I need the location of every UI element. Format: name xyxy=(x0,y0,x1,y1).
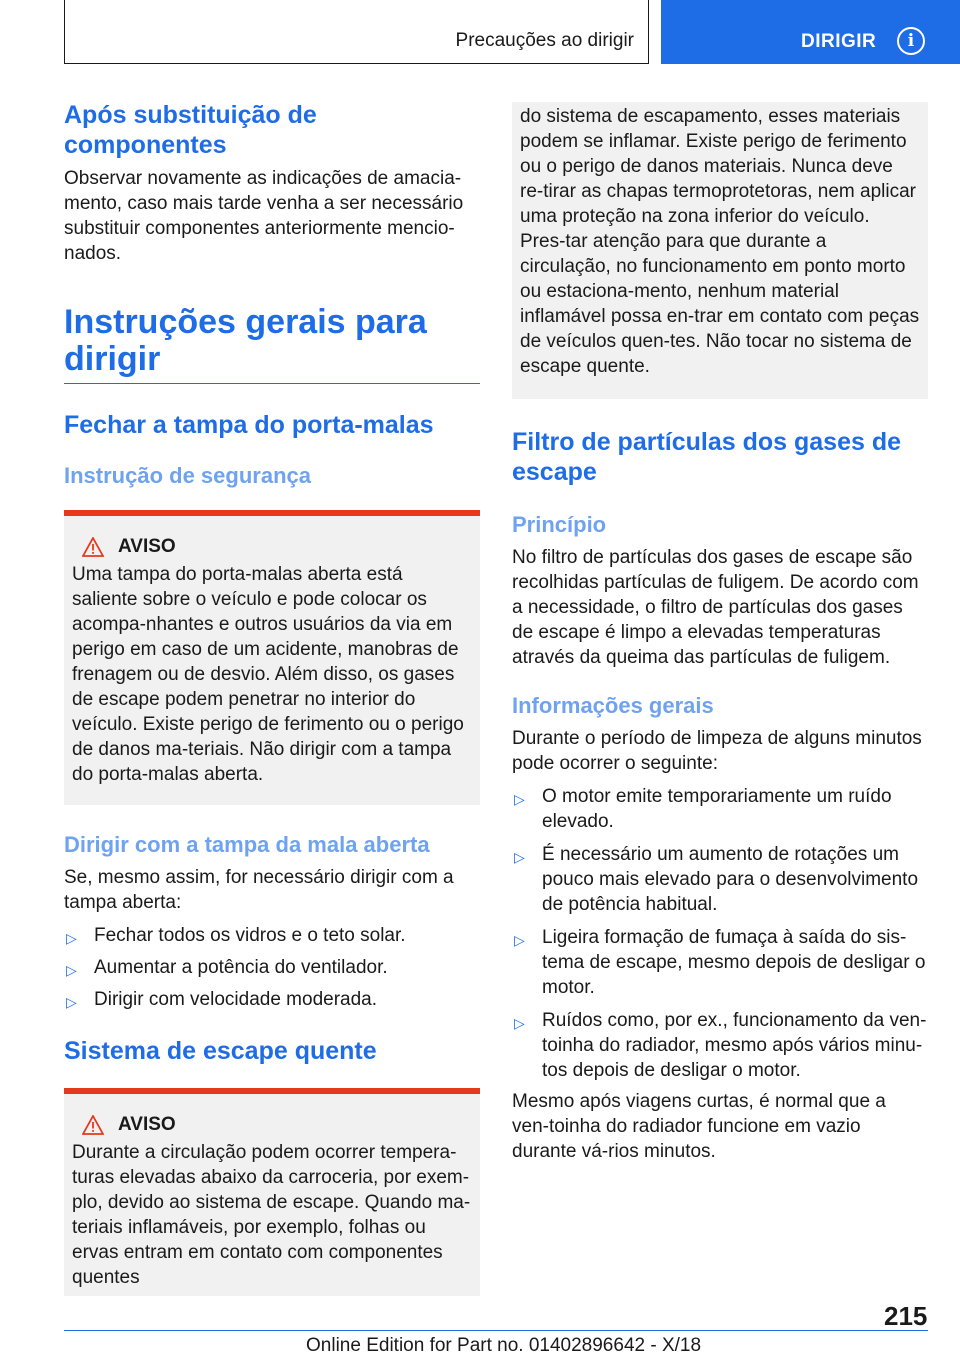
footer-divider xyxy=(64,1330,928,1331)
warning-triangle-icon xyxy=(82,1115,104,1135)
hot-exhaust-title: Sistema de escape quente xyxy=(64,1037,377,1065)
list-item: ▷ Fechar todos os vidros e o teto solar. xyxy=(64,923,480,948)
principle-title: Princípio xyxy=(512,512,607,537)
general-info-intro: Durante o período de limpeza de alguns minutos pode ocorrer o seguinte: xyxy=(512,728,922,774)
list-item: ▷ Aumentar a potência do ventilador. xyxy=(64,955,480,980)
warning-header xyxy=(82,536,472,558)
list-item: ▷ É necessário um aumento de rotações um pouco mais elevado para o desenvolvimento de potência habitual. xyxy=(514,844,919,915)
trunk-title: Fechar a tampa do porta-malas xyxy=(64,411,434,439)
general-driving-title: Instruções gerais para dirigir xyxy=(64,303,427,378)
footer-edition: Online Edition for Part no. 01402896642 - X/18 xyxy=(306,1335,702,1356)
list-item: ▷ Ligeira formação de fumaça à saída do sis-tema de escape, mesmo depois de desligar o motor. xyxy=(514,927,926,998)
triangle-bullet-icon: ▷ xyxy=(514,932,525,948)
triangle-bullet-icon: ▷ xyxy=(514,791,525,807)
warning-label: AVISO xyxy=(118,536,176,557)
general-info-list xyxy=(512,784,928,1083)
list-item: ▷ Dirigir com velocidade moderada. xyxy=(64,987,480,1012)
header-section-box xyxy=(64,0,649,64)
warning-triangle-icon xyxy=(82,537,104,557)
exhaust-warning-box xyxy=(64,1088,480,1296)
triangle-bullet-icon: ▷ xyxy=(514,1015,525,1031)
after-replacement-text: Observar novamente as indicações de amacia-mento, caso mais tarde venha a ser necessário substituir componentes anteriormente mencio-nados. xyxy=(64,168,464,264)
triangle-bullet-icon: ▷ xyxy=(66,962,77,978)
general-info-title: Informações gerais xyxy=(512,693,714,718)
header-chapter-tab[interactable] xyxy=(661,0,960,64)
general-info-outro: Mesmo após viagens curtas, é normal que a ven-toinha do radiador funcione em vazio durante vá-rios minutos. xyxy=(512,1091,886,1162)
page-number: 215 xyxy=(884,1301,928,1331)
triangle-bullet-icon: ▷ xyxy=(66,930,77,946)
after-replacement-title: Após substituição de componentes xyxy=(64,101,317,159)
general-title-block xyxy=(64,304,480,384)
triangle-bullet-icon: ▷ xyxy=(514,849,525,865)
header-section-title: Precauções ao dirigir xyxy=(455,30,634,51)
left-column xyxy=(64,100,480,1296)
warning-header xyxy=(82,1114,472,1136)
open-trunk-intro: Se, mesmo assim, for necessário dirigir com a tampa aberta: xyxy=(64,867,454,913)
list-item: ▷ O motor emite temporariamente um ruído elevado. xyxy=(514,786,892,832)
exhaust-warning-cont-text: do sistema de escapamento, esses materiais podem se inflamar. Existe perigo de ferimento ou o perigo de danos materiais. Nunca deve re-tirar as chapas termoprotetoras, nem aplicar uma proteção na zona inferior do veículo. Pres-tar atenção para que durante a circulação, no funcionamento em ponto morto ou estaciona-mento, nenhum material inflamável possa en-trar em contato com peças de veículos quen-tes. Não tocar no sistema de escape quente. xyxy=(520,106,920,377)
info-icon[interactable]: i xyxy=(897,27,925,55)
triangle-bullet-icon: ▷ xyxy=(66,994,77,1010)
list-item: ▷ Ruídos como, por ex., funcionamento da ven-toinha do radiador, mesmo após vários minu-tos depois de desligar o motor. xyxy=(514,1010,927,1081)
trunk-warning-box xyxy=(64,510,480,805)
open-trunk-list xyxy=(64,923,480,1012)
trunk-warning-text: Uma tampa do porta-malas aberta está saliente sobre o veículo e pode colocar os acompa-nhantes e outros usuários da via em perigo em caso de um acidente, manobras de frenagem ou de desvio. Além disso, os gases de escape podem penetrar no interior do veículo. Existe perigo de ferimento ou o perigo de danos ma-teriais. Não dirigir com a tampa do porta-malas aberta. xyxy=(72,564,464,785)
exhaust-warning-text: Durante a circulação podem ocorrer tempera-turas elevadas abaixo da carroceria, por exem-plo, devido ao sistema de escape. Quando ma-teriais inflamáveis, por exemplo, folhas ou ervas entram em contato com componentes quentes xyxy=(72,1142,471,1288)
exhaust-warning-continued xyxy=(512,102,928,399)
safety-instruction-title: Instrução de segurança xyxy=(64,463,311,488)
header-chapter-label: DIRIGIR xyxy=(801,31,877,52)
principle-text: No filtro de partículas dos gases de escape são recolhidas partículas de fuligem. De acordo com a necessidade, o filtro de partículas dos gases de escape é limpo a elevadas temperaturas através da queima das partículas de fuligem. xyxy=(512,547,919,668)
right-column xyxy=(512,102,928,1164)
open-trunk-title: Dirigir com a tampa da mala aberta xyxy=(64,832,430,857)
particle-filter-title: Filtro de partículas dos gases de escape xyxy=(512,428,902,486)
warning-label: AVISO xyxy=(118,1114,176,1135)
